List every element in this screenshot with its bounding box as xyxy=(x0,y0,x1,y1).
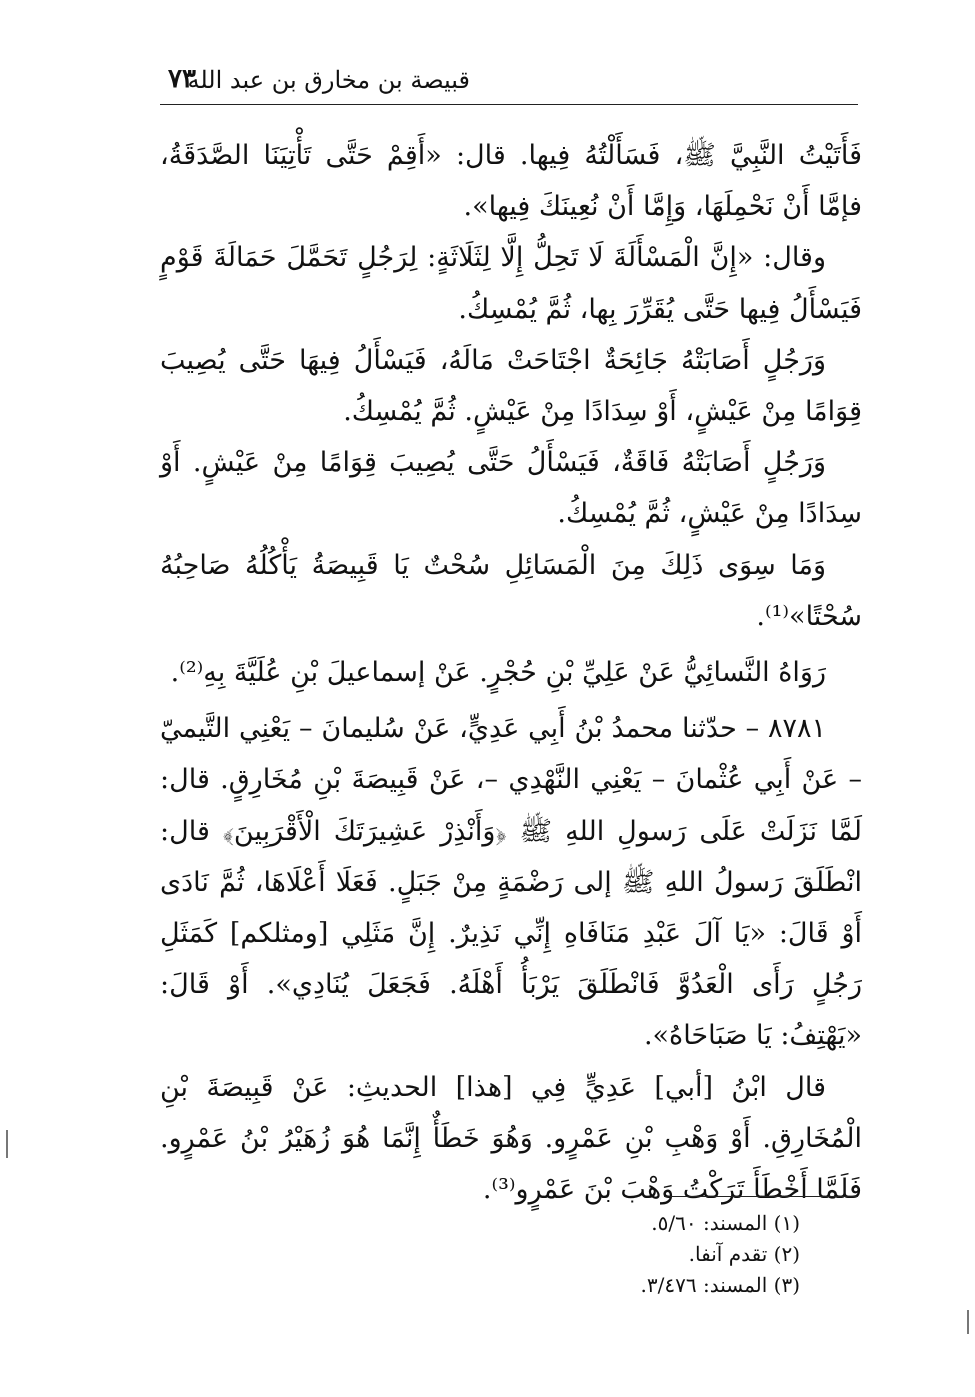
paragraph: وَرَجُلٍ أَصَابَتْهُ جَائِحَةٌ اجْتَاحَتْ مَالَهُ، فَيَسْأَلُ فِيهَا حَتَّى يُصِيبَ قِوَامًا مِنْ عَيْشٍ، أَوْ سِدَادًا مِنْ عَيْشٍ. ثُمَّ يُمْسِكُ. xyxy=(160,344,862,428)
footnote: (٢) تقدم آنفا. xyxy=(688,1242,800,1266)
paragraph: وقال: «إِنَّ الْمَسْأَلَةَ لَا تَحِلُّ إِلَّا لِثَلَاثَةٍ: لِرَجُلٍ تَحَمَّلَ حَمَالَةَ قَوْمٍ فَيَسْأَلُ فِيها حَتَّى يُقَرِّرَ بِها، ثُمَّ يُمْسِكُ. xyxy=(160,242,862,325)
main-text xyxy=(160,130,862,1215)
paragraph: فَأَتَيْتُ النَّبِيَّ ﷺ، فَسَأَلْتُهُ فِيها. قال: «أَقِمْ حَتَّى تَأْتِيَنَا الصَّدَقَةُ، فإمَّا أَنْ نَحْمِلَهَا، وَإِمَّا أَنْ نُعِينَكَ فِيها». xyxy=(160,140,862,223)
footnote: (١) المسند: ٥/٦٠. xyxy=(651,1211,800,1235)
running-header xyxy=(160,62,860,102)
page-number: ٧٣ xyxy=(168,64,196,94)
header-rule xyxy=(160,104,858,105)
paragraph: قال ابْنُ [أبي] عَدِيٍّ فِي [هذا] الحديثِ: عَنْ قَبِيصَةَ بْنِ الْمُخَارِقِ. أَوْ وَهْبِ بْنِ عَمْرٍو. وَهُوَ خَطَأٌ إِنَّمَا هُوَ زُهَيْرُ بْنُ عَمْرٍو. فَلَمَّا أَخْطَأَ تَرَكْتُ وَهْبَ بْنَ عَمْرٍو⁽³⁾. xyxy=(160,1071,862,1206)
hadith-paragraph: ٨٧٨١ – حدّثنا محمدُ بْنُ أَبِي عَدِيٍّ، عَنْ سُليمانَ – يَعْنِي التَّيميّ – عَنْ أَبِي عُثْمانَ – يَعْنِي النَّهْدِي –، عَنْ قَبِيصَةَ بْنِ مُخَارِقٍ. قال: لَمَّا نَزَلَتْ عَلَى رَسولِ اللهِ ﷺ ﴿وَأَنْذِرْ عَشِيرَتَكَ الْأَقْرَبِينَ﴾ قال: انْطَلَقَ رَسولُ اللهِ ﷺ إلى رَضْمَةٍ مِنْ جَبَلٍ. فَعَلَا أَعْلَاهَا، ثُمَّ نَادَى أَوْ قَالَ: «يَا آلَ عَبْدِ مَنَافَاهِ إِنِّي نَذِيرٌ. إِنَّ مَثَلِي [ومثلكم] كَمَثَلِ رَجُلٍ رَأَى الْعَدُوَّ فَانْطَلَقَ يَرْبَأُ أَهْلَهُ. فَجَعَلَ يُنَادِي». أَوْ قَالَ: «يَهْتِفُ: يَا صَبَاحَاهُ». xyxy=(160,713,862,1052)
scan-mark xyxy=(967,1310,969,1334)
scan-mark xyxy=(6,1130,8,1158)
paragraph: وَمَا سِوَى ذَلِكَ مِنَ الْمَسَائِلِ سُحْتٌ يَا قَبِيصَةُ يَأْكُلُهُ صَاحِبُهُ سُحْتًا»⁽¹⁾. xyxy=(160,549,862,632)
footnotes xyxy=(560,1208,800,1301)
footnote-rule xyxy=(664,1196,858,1197)
footnote: (٣) المسند: ٣/٤٧٦. xyxy=(640,1273,800,1297)
paragraph: رَوَاهُ النَّسائِيُّ عَنْ عَلِيِّ بْنِ حُجْرٍ. عَنْ إسماعيلَ بْنِ عُلَيَّةَ بِهِ⁽²⁾. xyxy=(170,657,826,689)
header-title: قبيصة بن مخارق بن عبد الله xyxy=(187,66,470,94)
paragraph: وَرَجُلٍ أَصَابَتْهُ فَاقَةٌ، فَيَسْأَلُ حَتَّى يُصِيبَ قِوَامًا مِنْ عَيْشٍ. أَوْ سِدَادًا مِنْ عَيْشٍ، ثُمَّ يُمْسِكُ. xyxy=(160,447,862,530)
